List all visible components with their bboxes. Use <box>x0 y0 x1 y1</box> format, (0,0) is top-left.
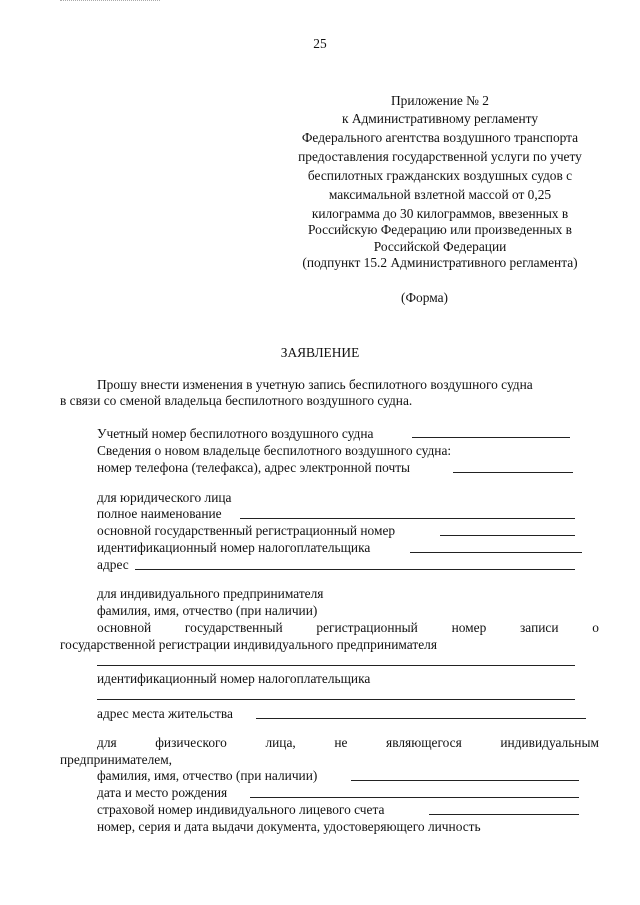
entrepreneur-inn-field[interactable] <box>97 699 575 700</box>
entrepreneur-ogrnip-line-1 <box>97 620 599 636</box>
ogrnip-word: о <box>592 620 599 635</box>
appendix-line: килограмма до 30 килограммов, ввезенных в <box>311 206 569 221</box>
entrepreneur-heading: для индивидуального предпринимателя <box>97 586 324 601</box>
individual-birth-label: дата и место рождения <box>97 785 228 800</box>
appendix-line: к Административному регламенту <box>341 111 539 126</box>
scan-artifact <box>60 0 160 4</box>
individual-fio-field[interactable] <box>351 780 579 781</box>
legal-ogrn-field[interactable] <box>440 535 575 536</box>
ogrnip-word: основной <box>97 620 152 635</box>
form-label: (Форма) <box>401 290 449 305</box>
ogrnip-word: государственный <box>184 620 283 635</box>
appendix-line: (подпункт 15.2 Административного регламента) <box>302 255 578 270</box>
entrepreneur-fio-label: фамилия, имя, отчество (при наличии) <box>97 603 318 618</box>
entrepreneur-residence-label: адрес места жительства <box>97 706 233 721</box>
intro-line-1: Прошу внести изменения в учетную запись беспилотного воздушного судна <box>97 377 533 392</box>
ogrnip-word: номер <box>451 620 487 635</box>
individual-heading-line-2: предпринимателем, <box>60 752 173 767</box>
individual-heading-word: физического <box>155 735 227 750</box>
individual-snils-field[interactable] <box>429 814 579 815</box>
individual-fio-label: фамилия, имя, отчество (при наличии) <box>97 768 318 783</box>
legal-full-name-label: полное наименование <box>97 506 222 521</box>
account-number-label: Учетный номер беспилотного воздушного судна <box>97 426 374 441</box>
entrepreneur-residence-field[interactable] <box>256 718 586 719</box>
legal-ogrn-label: основной государственный регистрационный номер <box>97 523 396 538</box>
appendix-line: Российской Федерации <box>373 239 507 254</box>
individual-heading-word: не <box>334 735 348 750</box>
appendix-title: Приложение № 2 <box>390 93 490 108</box>
legal-address-field[interactable] <box>135 569 575 570</box>
intro-line-2: в связи со сменой владельца беспилотного воздушного судна. <box>60 393 413 408</box>
individual-heading-word: индивидуальным <box>500 735 599 750</box>
individual-heading-word: для <box>97 735 117 750</box>
entrepreneur-inn-label: идентификационный номер налогоплательщика <box>97 671 371 686</box>
legal-inn-label: идентификационный номер налогоплательщика <box>97 540 371 555</box>
ogrnip-word: регистрационный <box>316 620 418 635</box>
individual-heading-line-1 <box>97 735 599 751</box>
individual-heading-word: лица, <box>265 735 296 750</box>
account-number-field[interactable] <box>412 437 570 438</box>
individual-id-document-label: номер, серия и дата выдачи документа, удостоверяющего личность <box>97 819 481 834</box>
legal-entity-heading: для юридического лица <box>97 490 232 505</box>
phone-email-field[interactable] <box>453 472 573 473</box>
entrepreneur-ogrnip-field[interactable] <box>97 665 575 666</box>
individual-birth-field[interactable] <box>250 797 579 798</box>
individual-snils-label: страховой номер индивидуального лицевого счета <box>97 802 385 817</box>
appendix-line: Федерального агентства воздушного транспорта <box>301 130 579 145</box>
phone-email-label: номер телефона (телефакса), адрес электронной почты <box>97 460 411 475</box>
legal-address-label: адрес <box>97 557 129 572</box>
appendix-line: предоставления государственной услуги по учету <box>298 149 582 164</box>
legal-full-name-field[interactable] <box>240 518 575 519</box>
document-title: ЗАЯВЛЕНИЕ <box>280 345 360 360</box>
page-number: 25 <box>313 36 327 51</box>
individual-heading-word: являющегося <box>386 735 462 750</box>
appendix-line: Российскую Федерацию или произведенных в <box>308 222 572 237</box>
new-owner-info-label: Сведения о новом владельце беспилотного воздушного судна: <box>97 443 452 458</box>
appendix-line: беспилотных гражданских воздушных судов с <box>307 168 573 183</box>
entrepreneur-ogrnip-line-2: государственной регистрации индивидуального предпринимателя <box>60 637 437 652</box>
ogrnip-word: записи <box>520 620 559 635</box>
legal-inn-field[interactable] <box>410 552 582 553</box>
appendix-line: максимальной взлетной массой от 0,25 <box>328 187 552 202</box>
